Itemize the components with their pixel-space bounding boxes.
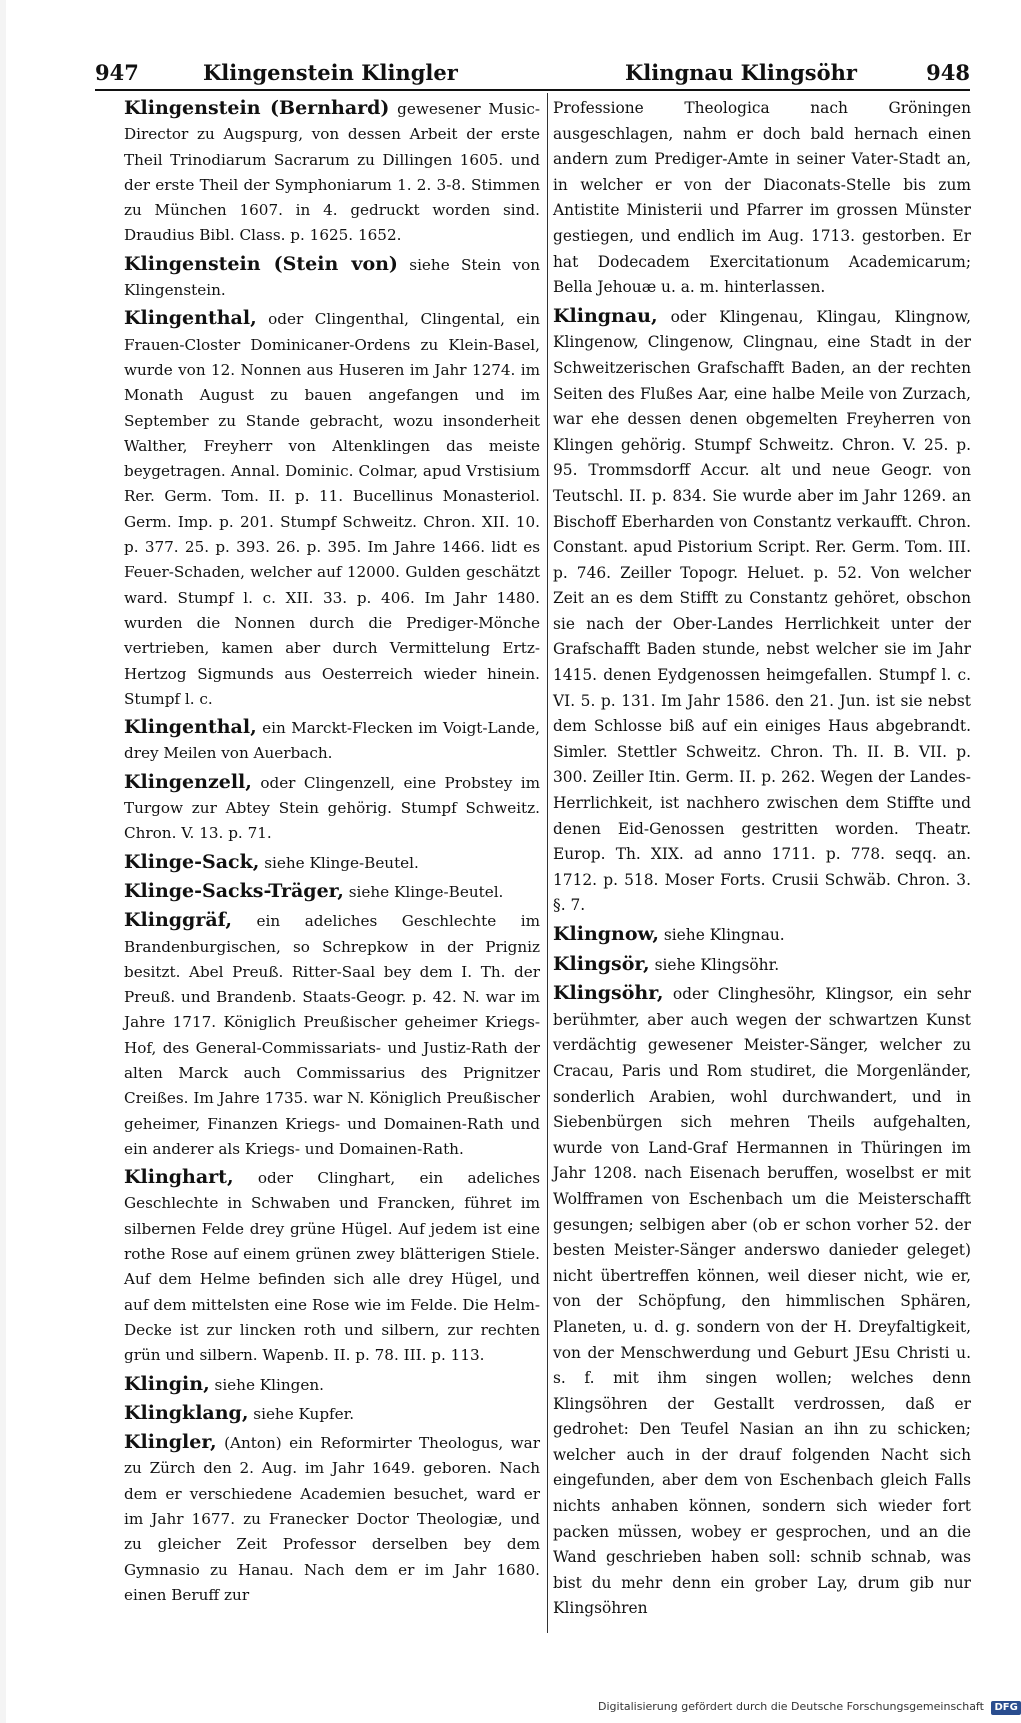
dfg-logo: DFG (991, 1701, 1020, 1715)
left-page-number: 947 (95, 60, 139, 85)
left-running-title: Klingenstein Klingler (203, 60, 458, 85)
entry-text: oder Clinghesöhr, Klingsor, ein sehr berühmter, aber auch wegen der schwartzen Kunst verdächtig gewesener Meister-Sänger, welcher zu Cracau, Paris und Rom studiret, die Morgenländer, sonderlich Arabien, wohl durchwandert, und in Siebenbürgen sich mehren Theils aufgehalten, wurde von Land-Graf Hermannen in Thüringen im Jahr 1208. nach Eisenach beruffen, woselbst er mit Wolfframen von Eschenbach um die Meisterschafft gesungen; selbigen aber (ob er schon vorher 52. der besten Meister-Sänger anderswo danieder geleget) nicht übertreffen können, weil dieser nicht, wie er, von der Schöpfung, den himmlischen Sphären, Planeten, u. d. g. sondern von der H. Dreyfaltigkeit, von der Menschwerdung und Geburt JEsu Christi u. s. f. mit ihm singen wollen; welches denn Klingsöhren der Gestallt verdrossen, daß er gedrohet: Den Teufel Nasian an ihn zu schicken; welcher auch in der drauf folgenden Nacht sich eingefunden, aber dem von Eschenbach gleich Falls nichts anhaben können, sondern sich wieder fort packen müssen, wobey er gesprochen, und an die Wand geschrieben haben soll: schnib schnab, was bist du mehr denn ein grober Lay, drum gib nur Klingsöhren (553, 985, 971, 1618)
dictionary-entry (124, 850, 540, 876)
entry-text: (Anton) ein Reformirter Theologus, war zu Zürch den 2. Aug. im Jahr 1649. geboren. Nach dem er verschiedene Academien besuchet, ward er im Jahr 1677. zu Franecker Doctor Theologiæ, und zu gleicher Zeit Professor derselben bey dem Gymnasio zu Hanau. Nach dem er im Jahr 1680. einen Beruff zur (124, 1434, 540, 1604)
dictionary-entry (124, 306, 540, 712)
entry-headword: Klingin, (124, 1372, 210, 1395)
entry-text: oder Klingenau, Klingau, Klingnow, Klingenow, Clingenow, Clingnau, eine Stadt in der Schweitzerischen Grafschafft Baden, an der rechten Seiten des Flußes Aar, eine halbe Meile von Zurzach, war ehe dessen denen obgemelten Freyherren von Klingen gehörig. Stumpf Schweitz. Chron. V. 25. p. 95. Trommsdorff Accur. alt und neue Geogr. von Teutschl. II. p. 834. Sie wurde aber im Jahr 1269. an Bischoff Eberharden von Constantz verkaufft. Chron. Constant. apud Pistorium Script. Rer. Germ. Tom. III. p. 746. Zeiller Topogr. Heluet. p. 52. Von welcher Zeit an es dem Stifft zu Constantz gehöret, obschon sie nach der Ober-Landes Herrlichkeit unter der Grafschafft Baden stunde, nebst welcher sie im Jahr 1415. denen Eydgenossen heimgefallen. Stumpf l. c. VI. 5. p. 131. Im Jahr 1586. den 21. Jun. ist sie nebst dem Schlosse biß auf ein einiges Haus abgebrandt. Simler. Stettler Schweitz. Chron. Th. II. B. VII. p. 300. Zeiller Itin. Germ. II. p. 262. Wegen der Landes-Herrlichkeit, ist nachhero zwischen dem Stiffte und denen Eid-Genossen gestritten worden. Theatr. Europ. Th. XIX. ad anno 1711. p. 778. seqq. an. 1712. p. 518. Moser Forts. Crusii Schwäb. Chron. 3. §. 7. (553, 307, 971, 915)
credit-text: Digitalisierung gefördert durch die Deutsche Forschungsgemeinschaft (598, 1700, 984, 1713)
entry-headword: Klingenzell, (124, 770, 252, 793)
entry-text: gewesener Music-Director zu Augspurg, von dessen Arbeit der erste Theil Trinodiarum Sacrarum zu Dillingen 1605. und der erste Theil der Symphoniarum 1. 2. 3-8. Stimmen zu München 1607. in 4. gedruckt worden sind. Draudius Bibl. Class. p. 1625. 1652. (124, 100, 540, 245)
entry-text: siehe Klingnau. (658, 926, 785, 944)
entry-headword: Klingklang, (124, 1401, 249, 1424)
entry-text: siehe Stein von Klingenstein. (124, 255, 541, 300)
dictionary-entry (124, 1430, 540, 1608)
entry-headword: Klingnau, (553, 304, 658, 327)
dictionary-entry (124, 1165, 540, 1368)
right-running-title: Klingnau Klingsöhr (625, 60, 857, 85)
dictionary-entry (553, 981, 971, 1622)
entry-text: oder Clingenthal, Clingental, ein Frauen-Closter Dominicaner-Ordens zu Klein-Basel, wurde von 12. Nonnen aus Huseren im Jahr 1274. im Monath August zu bauen angefangen und im September zu Stande gebracht, wozu insonderheit Walther, Freyherr von Altenklingen das meiste beygetragen. Annal. Dominic. Colmar, apud Vrstisium Rer. Germ. Tom. II. p. 11. Bucellinus Monasteriol. Germ. Imp. p. 201. Stumpf Schweitz. Chron. XII. 10. p. 377. 25. p. 393. 26. p. 395. Im Jahre 1466. lidt es Feuer-Schaden, welcher auf 12000. Gulden geschätzt ward. Stumpf l. c. XII. 33. p. 406. Im Jahr 1480. wurden die Nonnen durch die Prediger-Mönche vertrieben, kamen aber durch Vermittelung Ertz-Hertzog Sigmunds aus Oesterreich wieder hinein. Stumpf l. c. (124, 310, 540, 708)
entry-headword: Klingenthal, (124, 307, 257, 330)
entry-headword: Klinge-Sack, (124, 850, 260, 873)
entry-text: oder Clinghart, ein adeliches Geschlechte in Schwaben und Francken, führet im silbernen Felde drey grüne Hügel. Auf jedem ist eine rothe Rose auf einem grünen zwey blätterigen Stiele. Auf dem Helme befinden sich alle drey Hügel, und auf dem mittelsten eine Rose wie im Felde. Die Helm-Decke ist zur lincken roth und silbern, zur rechten grün und silbern. Wapenb. II. p. 78. III. p. 113. (124, 1169, 540, 1365)
dictionary-entry (553, 96, 971, 301)
entry-headword: Klingenthal, (124, 716, 257, 739)
entry-text: ein adeliches Geschlechte im Brandenburgischen, so Schrepkow in der Prigniz besitzt. Abel Preuß. Ritter-Saal bey dem I. Th. der Preuß. und Brandenb. Staats-Geogr. p. 42. N. war im Jahre 1717. Königlich Preußischer geheimer Kriegs-Hof, des General-Commissariats- und Justiz-Rath der alten Marck auch Commissarius des Prignitzer Creißes. Im Jahre 1735. war N. Königlich Preußischer geheimer, Finanzen Kriegs- und Domainen-Rath und ein anderer als Kriegs- und Domainen-Rath. (124, 912, 540, 1158)
digitization-credit (598, 1700, 1021, 1715)
entry-headword: Klinge-Sacks-Träger, (124, 879, 344, 902)
right-column (553, 96, 971, 1625)
entry-headword: Klingler, (124, 1431, 217, 1454)
entry-text: siehe Klingen. (209, 1375, 324, 1394)
dictionary-entry (124, 908, 540, 1162)
scan-edge-shadow (0, 0, 6, 1723)
entry-text: oder Clingenzell, eine Probstey im Turgow zur Abtey Stein gehörig. Stumpf Schweitz. Chron. V. 13. p. 71. (124, 773, 540, 843)
entry-text: siehe Klinge-Beutel. (259, 853, 419, 872)
entry-headword: Klingnow, (553, 923, 659, 945)
entry-text: siehe Klingsöhr. (649, 955, 780, 974)
dictionary-entry (553, 922, 971, 949)
dictionary-entry (124, 770, 540, 847)
dictionary-entry (124, 96, 540, 249)
dictionary-entry (124, 715, 540, 767)
entry-headword: Klinghart, (124, 1166, 234, 1189)
left-column (124, 96, 540, 1611)
dictionary-entry (553, 304, 971, 919)
entry-headword: Klingenstein (Stein von) (124, 252, 398, 275)
page-header (95, 60, 970, 100)
right-page-number: 948 (926, 60, 970, 85)
entry-text: ein Marckt-Flecken im Voigt-Lande, drey Meilen von Auerbach. (124, 719, 540, 763)
entry-headword: Klingsör, (553, 952, 650, 975)
dictionary-entry (124, 252, 540, 304)
entry-text: siehe Klinge-Beutel. (343, 882, 504, 901)
entry-text: siehe Kupfer. (248, 1404, 355, 1423)
column-divider (547, 93, 548, 1633)
entry-headword: Klinggräf, (124, 909, 233, 932)
dictionary-entry (124, 1372, 540, 1398)
entry-headword: Klingenstein (Bernhard) (124, 97, 390, 119)
entry-headword: Klingsöhr, (553, 982, 664, 1005)
entry-text: Professione Theologica nach Gröningen ausgeschlagen, nahm er doch bald hernach einen andern zum Prediger-Amte in seiner Vater-Stadt an, in welcher er von der Diaconats-Stelle bis zum Antistite Ministerii und Pfarrer im grossen Münster gestiegen, und endlich im Aug. 1713. gestorben. Er hat Dodecadem Exercitationum Academicarum; Bella Jehouæ u. a. m. hinterlassen. (553, 99, 971, 297)
dictionary-entry (124, 1401, 540, 1427)
header-rule (95, 89, 970, 91)
dictionary-entry (124, 879, 540, 905)
dictionary-entry (553, 952, 971, 979)
